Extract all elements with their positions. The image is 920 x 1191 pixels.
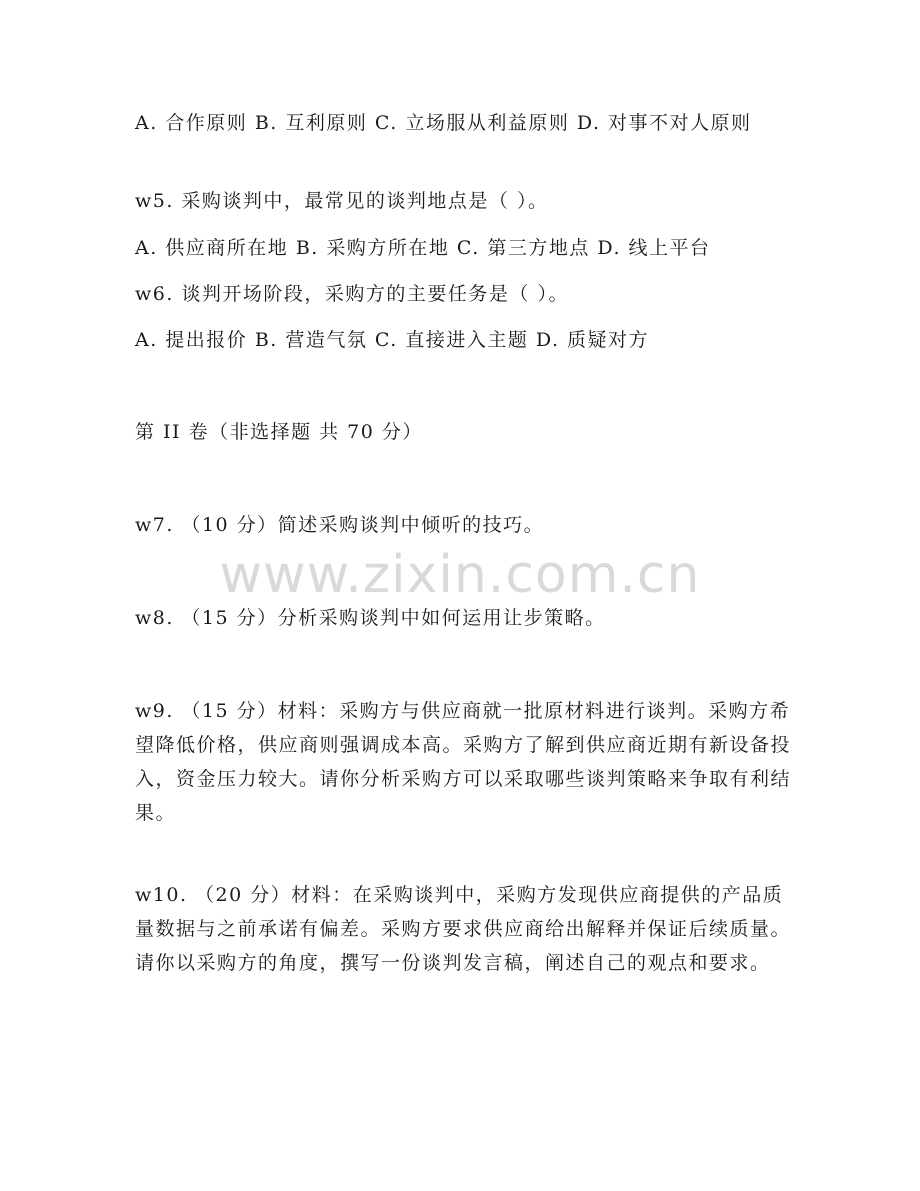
- question-6-options: A. 提出报价 B. 营造气氛 C. 直接进入主题 D. 质疑对方: [135, 329, 650, 351]
- question-5-options: A. 供应商所在地 B. 采购方所在地 C. 第三方地点 D. 线上平台: [135, 237, 711, 259]
- question-7-text: w7. （10 分）简述采购谈判中倾听的技巧。: [135, 514, 545, 536]
- question-9-text: w9. （15 分）材料：采购方与供应商就一批原材料进行谈判。采购方希望降低价格，供应商则强调成本高。采购方了解到供应商近期有新设备投入，资金压力较大。请你分析采购方可以采取哪些谈判策略来争取有利结果。: [135, 700, 792, 824]
- section-2-title: 第 II 卷（非选择题 共 70 分）: [135, 421, 423, 443]
- question-6-text: w6. 谈判开场阶段，采购方的主要任务是（ ）。: [135, 283, 569, 305]
- question-10-text: w10. （20 分）材料：在采购谈判中，采购方发现供应商提供的产品质量数据与之前承诺有偏差。采购方要求供应商给出解释并保证后续质量。请你以采购方的角度，撰写一份谈判发言稿，阐述自己的观点和要求。: [135, 884, 792, 974]
- question-4-options: A. 合作原则 B. 互利原则 C. 立场服从利益原则 D. 对事不对人原则: [135, 112, 752, 134]
- watermark: www.zixin.com.cn: [219, 545, 701, 605]
- question-8-text: w8. （15 分）分析采购谈判中如何运用让步策略。: [135, 607, 606, 629]
- question-5-text: w5. 采购谈判中，最常见的谈判地点是（ ）。: [135, 190, 549, 212]
